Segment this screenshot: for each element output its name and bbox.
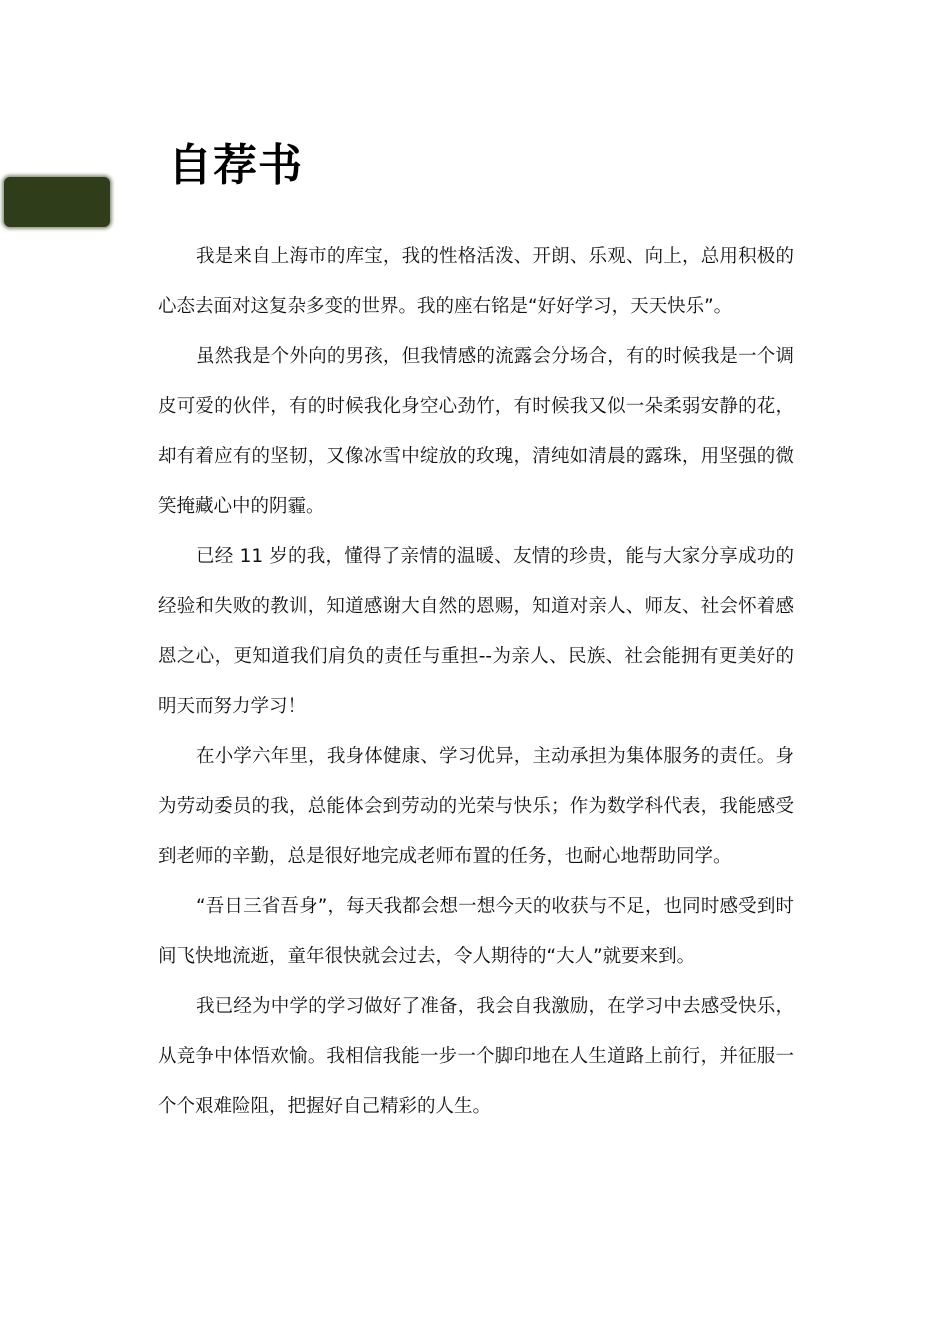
paragraph-growth: 已经 11 岁的我，懂得了亲情的温暖、友情的珍贵，能与大家分享成功的经验和失败的教训，知道感谢大自然的恩赐，知道对亲人、师友、社会怀着感恩之心，更知道我们肩负的责任与重担--为亲人、民族、社会能拥有更美好的明天而努力学习！ — [158, 546, 794, 717]
side-tab-marker — [4, 177, 110, 227]
paragraph-conclusion: 我已经为中学的学习做好了准备，我会自我激励，在学习中去感受快乐，从竞争中体悟欢愉。我相信我能一步一个脚印地在人生道路上前行，并征服一个个艰难险阻，把握好自己精彩的人生。 — [158, 996, 794, 1117]
document-title: 自荐书 — [168, 140, 303, 191]
paragraph-personality: 虽然我是个外向的男孩，但我情感的流露会分场合，有的时候我是一个调皮可爱的伙伴，有的时候我化身空心劲竹，有时候我又似一朵柔弱安静的花，却有着应有的坚韧，又像冰雪中绽放的玫瑰，清纯如清晨的露珠，用坚强的微笑掩藏心中的阴霾。 — [158, 346, 794, 517]
paragraph-school-life: 在小学六年里，我身体健康、学习优异，主动承担为集体服务的责任。身为劳动委员的我，总能体会到劳动的光荣与快乐；作为数学科代表，我能感受到老师的辛勤，总是很好地完成老师布置的任务，也耐心地帮助同学。 — [158, 746, 794, 867]
paragraph-reflection: “吾日三省吾身”，每天我都会想一想今天的收获与不足，也同时感受到时间飞快地流逝，童年很快就会过去，令人期待的“大人”就要来到。 — [158, 896, 794, 967]
paragraph-intro: 我是来自上海市的库宝，我的性格活泼、开朗、乐观、向上，总用积极的心态去面对这复杂多变的世界。我的座右铭是“好好学习，天天快乐”。 — [158, 246, 794, 317]
document-body — [158, 232, 794, 1132]
